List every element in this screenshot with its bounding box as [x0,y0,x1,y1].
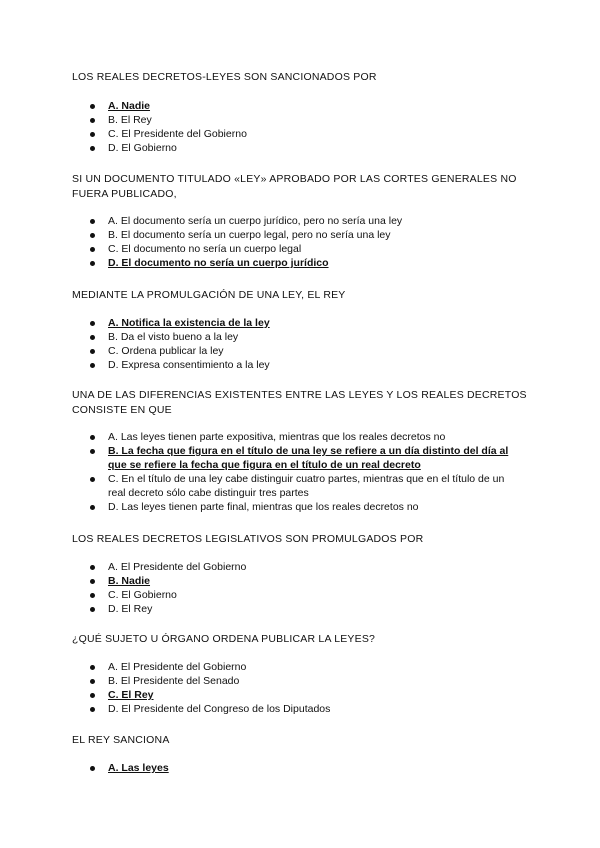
options-list-2 [90,214,520,270]
bullet-icon [90,435,95,440]
option: A. Las leyes tienen parte expositiva, mientras que los reales decretos no [90,430,520,444]
option-correct: D. El documento no sería un cuerpo jurídico [90,256,520,270]
bullet-icon [90,505,95,510]
option: D. El Gobierno [90,141,520,155]
question-6: ¿QUÉ SUJETO U ÓRGANO ORDENA PUBLICAR LA LEYES? [72,633,376,645]
option-correct: B. Nadie [90,574,520,588]
bullet-icon [90,233,95,238]
bullet-icon [90,565,95,570]
option: A. El Presidente del Gobierno [90,560,520,574]
option-correct: A. Notifica la existencia de la ley [90,316,520,330]
bullet-icon [90,607,95,612]
option-correct: B. La fecha que figura en el título de una ley se refiere a un día distinto del día al que se refiere la fecha que figura en el título de un real decreto [90,444,520,472]
options-list-5 [90,560,520,616]
option: C. El Gobierno [90,588,520,602]
option: B. El documento sería un cuerpo legal, pero no sería una ley [90,228,520,242]
option: D. El Rey [90,602,520,616]
bullet-icon [90,132,95,137]
options-list-4 [90,430,520,514]
option: A. El documento sería un cuerpo jurídico, pero no sería una ley [90,214,520,228]
bullet-icon [90,261,95,266]
bullet-icon [90,679,95,684]
option: D. El Presidente del Congreso de los Diputados [90,702,520,716]
bullet-icon [90,321,95,326]
options-list-7 [90,761,520,775]
option: D. Expresa consentimiento a la ley [90,358,520,372]
option: C. Ordena publicar la ley [90,344,520,358]
options-list-6 [90,660,520,716]
options-list-3 [90,316,520,372]
option: C. En el título de una ley cabe distinguir cuatro partes, mientras que en el título de un real decreto sólo cabe distinguir tres partes [90,472,520,500]
option: B. El Presidente del Senado [90,674,520,688]
option-correct: A. Las leyes [90,761,520,775]
option: C. El Presidente del Gobierno [90,127,520,141]
question-4: UNA DE LAS DIFERENCIAS EXISTENTES ENTRE LAS LEYES Y LOS REALES DECRETOS CONSISTE EN QUE [72,389,527,416]
option: C. El documento no sería un cuerpo legal [90,242,520,256]
bullet-icon [90,247,95,252]
bullet-icon [90,707,95,712]
bullet-icon [90,766,95,771]
bullet-icon [90,363,95,368]
bullet-icon [90,665,95,670]
bullet-icon [90,449,95,454]
option: B. El Rey [90,113,520,127]
option: B. Da el visto bueno a la ley [90,330,520,344]
bullet-icon [90,593,95,598]
bullet-icon [90,146,95,151]
question-7: EL REY SANCIONA [72,734,170,746]
option-correct: C. El Rey [90,688,520,702]
options-list-1 [90,99,520,155]
bullet-icon [90,335,95,340]
question-3: MEDIANTE LA PROMULGACIÓN DE UNA LEY, EL REY [72,289,346,301]
bullet-icon [90,693,95,698]
question-1: LOS REALES DECRETOS-LEYES SON SANCIONADOS POR [72,71,377,83]
bullet-icon [90,219,95,224]
bullet-icon [90,118,95,123]
bullet-icon [90,477,95,482]
option: D. Las leyes tienen parte final, mientras que los reales decretos no [90,500,520,514]
bullet-icon [90,579,95,584]
bullet-icon [90,349,95,354]
question-2: SI UN DOCUMENTO TITULADO «LEY» APROBADO POR LAS CORTES GENERALES NO FUERA PUBLICADO, [72,173,517,200]
option: A. El Presidente del Gobierno [90,660,520,674]
bullet-icon [90,104,95,109]
question-5: LOS REALES DECRETOS LEGISLATIVOS SON PROMULGADOS POR [72,533,424,545]
option-correct: A. Nadie [90,99,520,113]
